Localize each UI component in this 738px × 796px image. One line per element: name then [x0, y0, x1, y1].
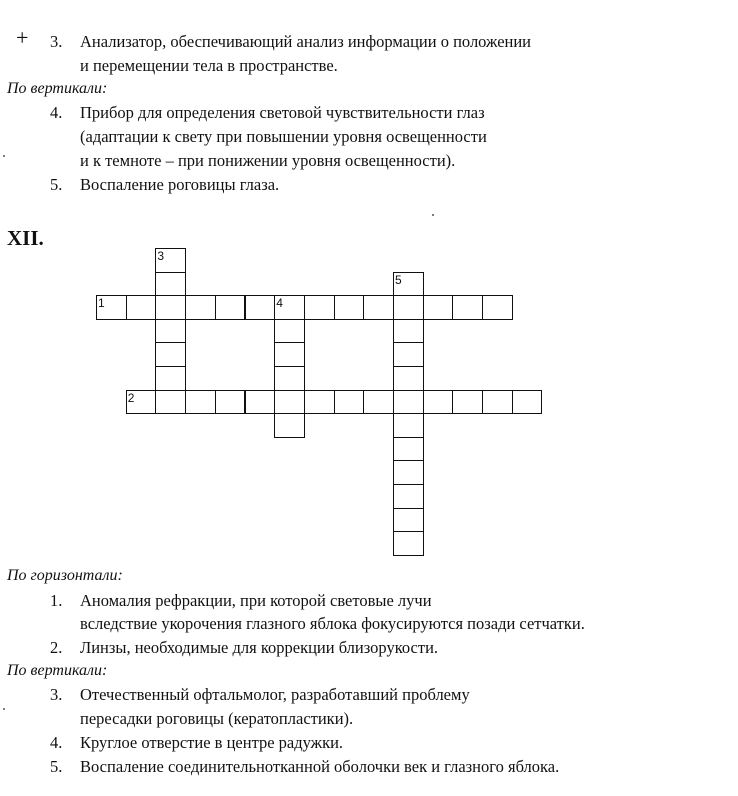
crossword-clue-number-1: 1: [98, 296, 105, 311]
top-item3-number: 3.: [50, 32, 63, 51]
crossword-cell[interactable]: [363, 390, 394, 415]
top-item4-number: 4.: [50, 103, 63, 122]
top-item3-line1: Анализатор, обеспечивающий анализ информации о положении: [80, 32, 532, 51]
crossword-cell[interactable]: [304, 295, 335, 320]
bottom-vertical-heading: По вертикали:: [7, 662, 108, 679]
crossword-cell[interactable]: [155, 319, 186, 344]
crossword-cell[interactable]: [155, 366, 186, 391]
crossword-cell[interactable]: [393, 460, 424, 485]
h-item2-number: 2.: [50, 638, 63, 657]
v-item5-line1: Воспаление соединительнотканной оболочки век и глазного яблока.: [80, 757, 560, 776]
v-item4-number: 4.: [50, 733, 63, 752]
crossword-cell[interactable]: [155, 342, 186, 367]
crossword-clue-number-5: 5: [395, 272, 402, 287]
margin-check-mark: +: [16, 25, 29, 50]
top-item5-line1: Воспаление роговицы глаза.: [80, 175, 280, 194]
crossword-cell[interactable]: [215, 295, 246, 320]
crossword-cell[interactable]: [393, 295, 424, 320]
crossword-clue-number-4: 4: [276, 296, 283, 311]
crossword-clue-number-2: 2: [127, 390, 135, 405]
crossword-cell[interactable]: [274, 319, 305, 344]
crossword-cell[interactable]: [215, 390, 246, 415]
crossword-cell[interactable]: [393, 390, 424, 415]
crossword-cell[interactable]: [452, 295, 483, 320]
crossword-cell[interactable]: [334, 390, 365, 415]
crossword-cell[interactable]: [274, 413, 305, 438]
crossword-cell[interactable]: [245, 390, 276, 415]
scan-speck: [3, 708, 5, 710]
crossword-cell[interactable]: [334, 295, 365, 320]
crossword-cell[interactable]: [274, 342, 305, 367]
h-item1-number: 1.: [50, 591, 63, 610]
crossword-cell[interactable]: [155, 390, 186, 415]
top-item4-line2: (адаптации к свету при повышении уровня освещенности: [80, 127, 487, 146]
top-item3-line2: и перемещении тела в пространстве.: [80, 56, 338, 75]
crossword-cell[interactable]: [363, 295, 394, 320]
crossword-clue-number-3: 3: [157, 249, 165, 263]
crossword-cell[interactable]: [393, 508, 424, 533]
crossword-cell[interactable]: [185, 390, 216, 415]
crossword-cell[interactable]: [393, 484, 424, 509]
scan-speck: [432, 214, 434, 216]
horizontal-heading: По горизонтали:: [7, 567, 123, 584]
scan-speck: [3, 155, 5, 157]
crossword-cell[interactable]: [155, 272, 186, 297]
crossword-cell[interactable]: [423, 390, 454, 415]
crossword-cell[interactable]: [245, 295, 276, 320]
top-item4-line1: Прибор для определения световой чувствительности глаз: [80, 103, 485, 122]
crossword-cell[interactable]: [393, 437, 424, 462]
v-item3-line1: Отечественный офтальмолог, разработавший проблему: [80, 685, 470, 704]
crossword-cell[interactable]: [393, 531, 424, 556]
section-title: XII.: [7, 226, 44, 250]
crossword-cell[interactable]: [126, 295, 157, 320]
crossword-cell[interactable]: [393, 413, 424, 438]
v-item5-number: 5.: [50, 757, 63, 776]
top-item4-line3: и к темноте – при понижении уровня освещенности).: [80, 151, 456, 170]
v-item4-line1: Круглое отверстие в центре радужки.: [80, 733, 344, 752]
crossword-cell[interactable]: [274, 366, 305, 391]
crossword-cell[interactable]: [452, 390, 483, 415]
h-item2-line1: Линзы, необходимые для коррекции близорукости.: [80, 638, 439, 657]
v-item3-line2: пересадки роговицы (кератопластики).: [80, 709, 354, 728]
top-item5-number: 5.: [50, 175, 63, 194]
h-item1-line2: вследствие укорочения глазного яблока фокусируются позади сетчатки.: [80, 614, 585, 633]
crossword-cell[interactable]: [185, 295, 216, 320]
crossword-cell[interactable]: [393, 342, 424, 367]
h-item1-line1: Аномалия рефракции, при которой световые лучи: [80, 591, 432, 610]
crossword-cell[interactable]: [423, 295, 454, 320]
crossword-cell[interactable]: [393, 366, 424, 391]
top-vertical-heading: По вертикали:: [7, 80, 108, 97]
crossword-cell[interactable]: [482, 390, 513, 415]
v-item3-number: 3.: [50, 685, 63, 704]
crossword-cell[interactable]: [304, 390, 335, 415]
crossword-cell[interactable]: [512, 390, 543, 415]
crossword-cell[interactable]: [393, 319, 424, 344]
crossword-cell[interactable]: [155, 295, 186, 320]
crossword-cell[interactable]: [274, 390, 305, 415]
crossword-cell[interactable]: [482, 295, 513, 320]
